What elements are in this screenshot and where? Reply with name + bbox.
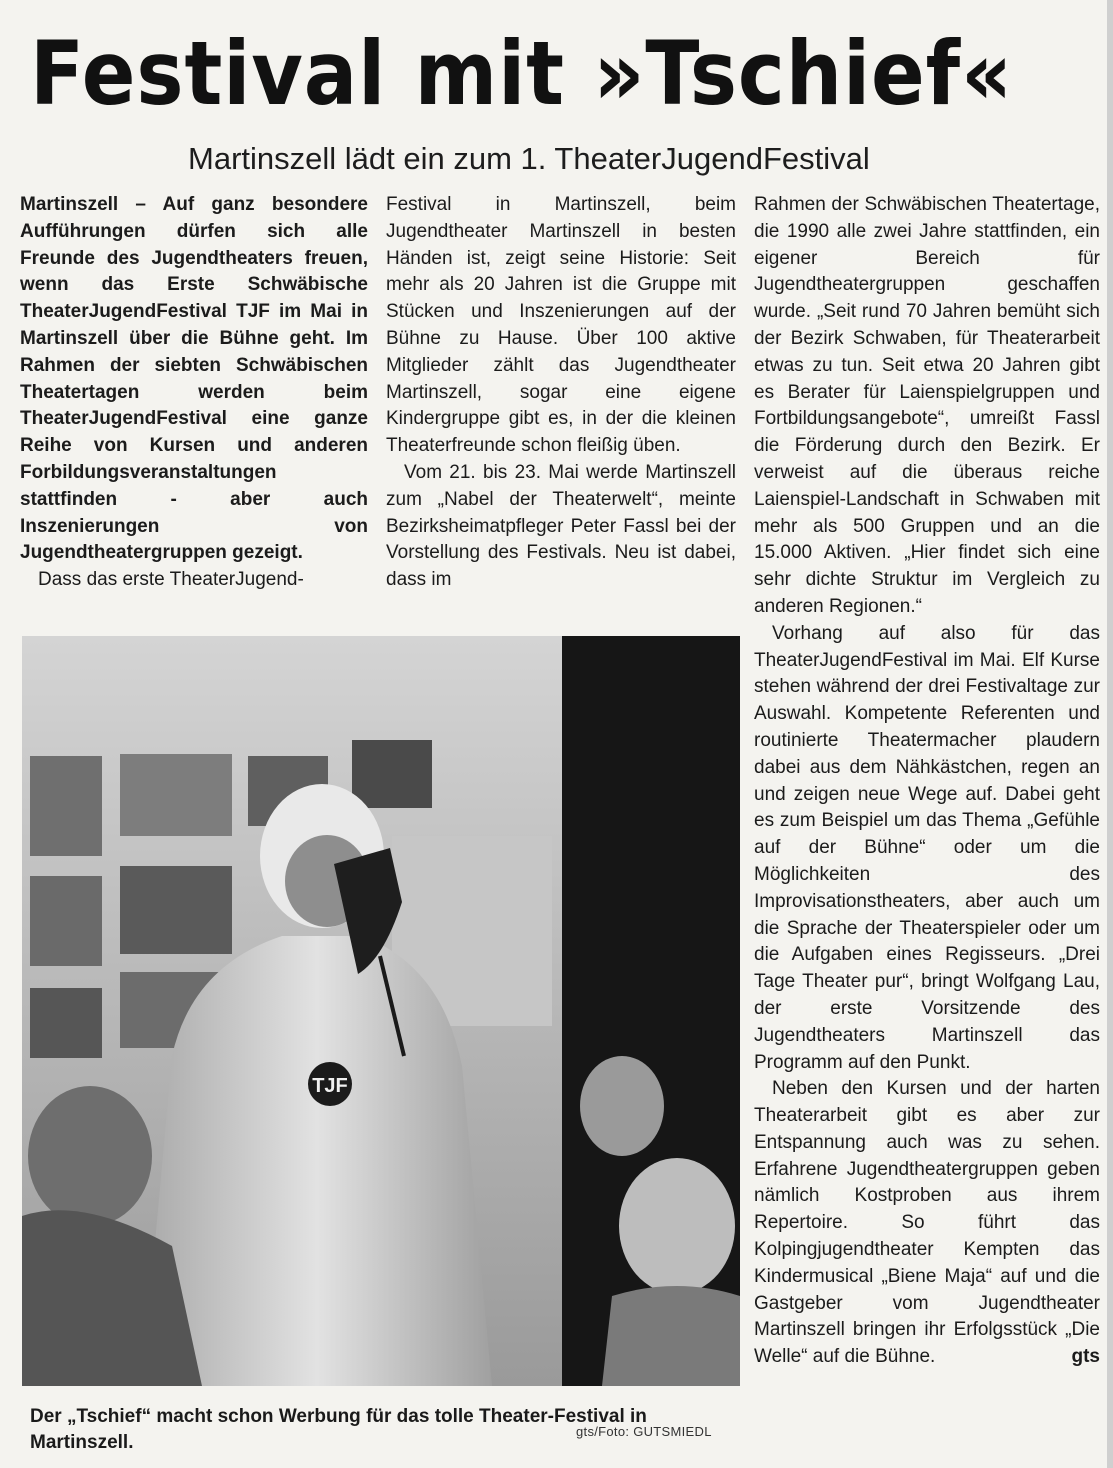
photo-person-costume <box>142 936 492 1386</box>
photo-person-left-head <box>28 1086 152 1226</box>
page-edge <box>1107 0 1113 1468</box>
headline: Festival mit »Tschief« <box>30 22 1014 125</box>
column-1 <box>20 192 368 594</box>
paragraph-2: Vom 21. bis 23. Mai werde Martinszell zum „Nabel der Theaterwelt“, meinte Bezirksheimatpfleger Peter Fassl bei der Vorstellung des Festivals. Neu ist dabei, dass im <box>386 461 736 591</box>
photo-credit: gts/Foto: GUTSMIEDL <box>576 1424 712 1439</box>
author-signature: gts <box>1071 1346 1100 1368</box>
photo-caption: Der „Tschief“ macht schon Werbung für das tolle Theater-Festival in Martinszell. <box>30 1406 647 1453</box>
photo-person-front-head <box>619 1158 735 1294</box>
photo-person-front-body <box>602 1286 740 1386</box>
photo-frame <box>30 876 102 966</box>
photo-frame <box>352 740 432 808</box>
photo-person-right-head <box>580 1056 664 1156</box>
column-3 <box>754 192 1100 1371</box>
photo-frame <box>120 754 232 836</box>
photo-frame <box>30 756 102 856</box>
paragraph-2-continued: Rahmen der Schwäbischen Theatertage, die 1990 alle zwei Jahre stattfinden, ein eigener Bereich für Jugendtheatergruppen geschaffen wurde. „Seit rund 70 Jahren bemüht sich der Bezirk Schwaben, für Theaterarbeit etwas zu tun. Seit etwa 20 Jahren gibt es Berater für Laienspielgruppen und Fortbildungsangebote“, umreißt Fassl die Förderung durch den Bezirk. Er verweist auf die überaus reiche Laienspiel-Landschaft in Schwaben mit mehr als 500 Gruppen und an die 15.000 Aktiven. „Hier findet sich eine sehr dichte Struktur im Vergleich zu anderen Regionen.“ <box>754 194 1100 617</box>
column-2 <box>386 192 736 594</box>
photo-illustration <box>22 636 740 1386</box>
photo-frame <box>30 988 102 1058</box>
photo-frame <box>120 866 232 954</box>
subheadline: Martinszell lädt ein zum 1. TheaterJugendFestival <box>188 141 870 176</box>
paragraph-3: Vorhang auf also für das TheaterJugendFestival im Mai. Elf Kurse stehen während der drei Festivaltage zur Auswahl. Kompetente Referenten und routinierte Theatermacher plaudern dabei aus dem Nähkästchen, regen an und zeigen neue Wege auf. Dabei geht es zum Beispiel um das Thema „Gefühle auf der Bühne“ oder um die Möglichkeiten des Improvisationstheaters, aber auch um die Sprache der Theaterspieler oder um die Aufgaben eines Regisseurs. „Drei Tage Theater pur“, bringt Wolfgang Lau, der erste Vorsitzende des Jugendtheaters Martinszell das Programm auf den Punkt. <box>754 622 1100 1073</box>
paragraph-1-start: Dass das erste TheaterJugend- <box>38 569 304 591</box>
article-photo <box>22 636 740 1386</box>
paragraph-4: Neben den Kursen und der harten Theaterarbeit gibt es aber zur Entspannung auch was zu sehen. Erfahrene Jugendtheatergruppen geben nämlich Kostproben aus ihrem Repertoire. So führt das Kolpingjugendtheater Kempten das Kindermusical „Biene Maja“ auf und die Gastgeber vom Jugendtheater Martinszell bringen ihr Erfolgsstück „Die Welle“ auf die Bühne. <box>754 1078 1100 1368</box>
lead-paragraph: Martinszell – Auf ganz besondere Aufführungen dürfen sich alle Freunde des Jugendtheaters freuen, wenn das Erste Schwäbische TheaterJugendFestival TJF im Mai in Martinszell über die Bühne geht. Im Rahmen der siebten Schwäbischen Theatertagen werden beim TheaterJugendFestival eine ganze Reihe von Kursen und anderen Forbildungsveranstaltungen stattfinden - aber auch Inszenierungen von Jugendtheatergruppen gezeigt. <box>20 194 368 564</box>
photo-tjf-badge-text: TJF <box>312 1075 348 1097</box>
paragraph-1-continued: Festival in Martinszell, beim Jugendtheater Martinszell in besten Händen ist, zeigt seine Historie: Seit mehr als 20 Jahren ist die Gruppe mit Stücken und Inszenierungen auf der Bühne zu Hause. Über 100 aktive Mitglieder zählt das Jugendtheater Martinszell, sogar eine eigene Kindergruppe gibt es, in der die kleinen Theaterfreunde schon fleißig üben. <box>386 194 736 457</box>
